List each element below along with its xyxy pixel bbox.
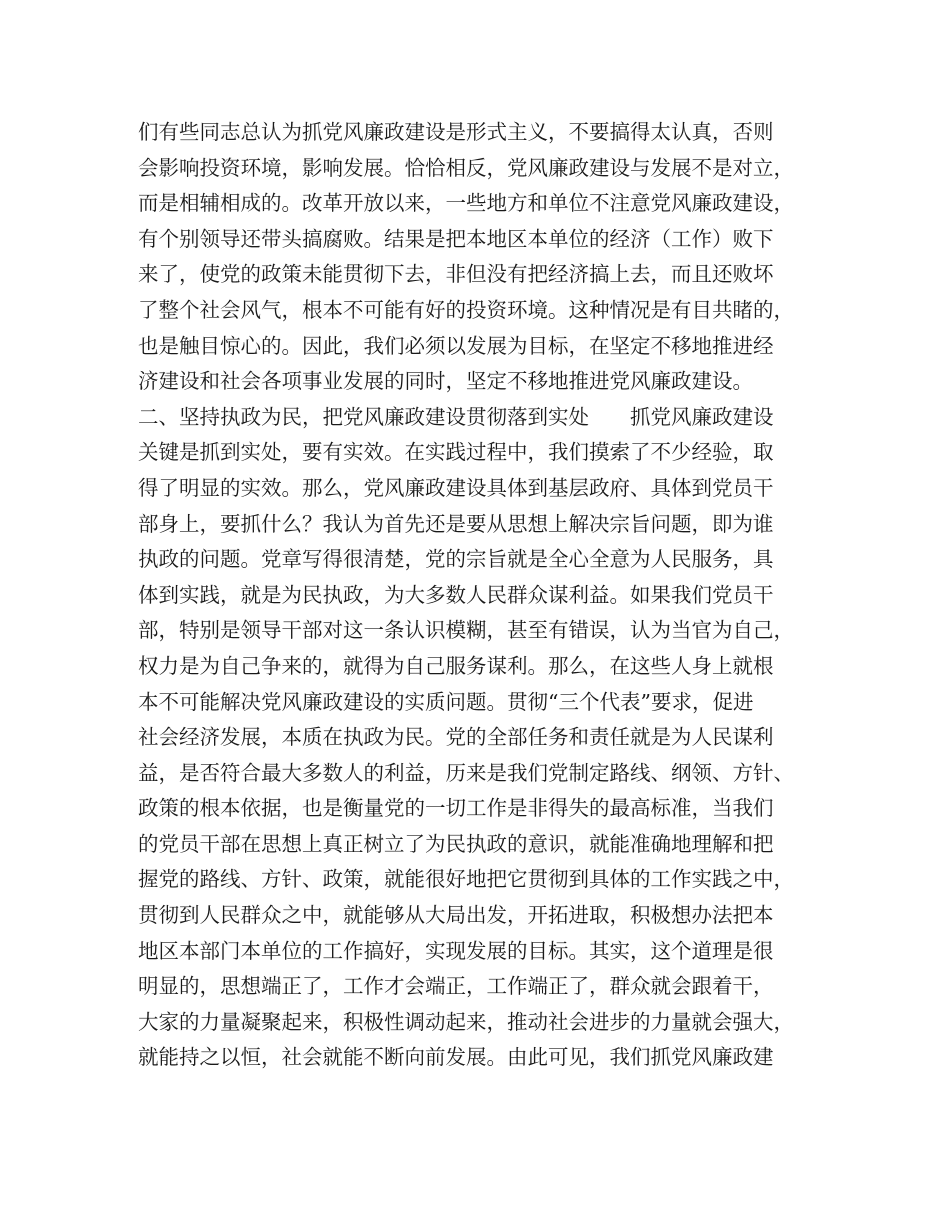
text-line: 会影响投资环境，影响发展。恰恰相反，党风廉政建设与发展不是对立， <box>138 155 794 180</box>
text-line: 有个别领导还带头搞腐败。结果是把本地区本单位的经济（工作）败下 <box>138 226 774 251</box>
text-line: 而是相辅相成的。改革开放以来，一些地方和单位不注意党风廉政建设， <box>138 191 794 216</box>
text-line: 济建设和社会各项事业发展的同时，坚定不移地推进党风廉政建设。 <box>138 369 753 394</box>
text-line: 部身上，要抓什么？我认为首先还是要从思想上解决宗旨问题，即为谁 <box>138 511 774 536</box>
text-line: 部，特别是领导干部对这一条认识模糊，甚至有错误，认为当官为自己， <box>138 618 794 643</box>
text-line: 来了，使党的政策未能贯彻下去，非但没有把经济搞上去，而且还败坏 <box>138 262 774 287</box>
text-line: 权力是为自己争来的，就得为自己服务谋利。那么，在这些人身上就根 <box>138 653 774 678</box>
text-line: 贯彻到人民群众之中，就能够从大局出发，开拓进取，积极想办法把本 <box>138 903 774 928</box>
text-line: 的党员干部在思想上真正树立了为民执政的意识，就能准确地理解和把 <box>138 831 774 856</box>
text-line: 们有些同志总认为抓党风廉政建设是形式主义，不要搞得太认真，否则 <box>138 120 774 144</box>
text-line: 关键是抓到实处，要有实效。在实践过程中，我们摸索了不少经验，取 <box>138 440 774 465</box>
body-text <box>138 115 828 1076</box>
text-line: 执政的问题。党章写得很清楚，党的宗旨就是全心全意为人民服务，具 <box>138 547 774 572</box>
text-line: 体到实践，就是为民执政，为大多数人民群众谋利益。如果我们党员干 <box>138 582 774 607</box>
text-line: 社会经济发展，本质在执政为民。党的全部任务和责任就是为人民谋利 <box>138 725 774 750</box>
text-line: 就能持之以恒，社会就能不断向前发展。由此可见，我们抓党风廉政建 <box>138 1045 774 1070</box>
text-line: 得了明显的实效。那么，党风廉政建设具体到基层政府、具体到党员干 <box>138 475 774 500</box>
text-line: 也是触目惊心的。因此，我们必须以发展为目标，在坚定不移地推进经 <box>138 333 774 358</box>
text-line: 明显的，思想端正了，工作才会端正，工作端正了，群众就会跟着干， <box>138 974 774 999</box>
text-line: 握党的路线、方针、政策，就能很好地把它贯彻到具体的工作实践之中， <box>138 867 794 892</box>
text-line: 地区本部门本单位的工作搞好，实现发展的目标。其实，这个道理是很 <box>138 938 774 963</box>
text-line: 政策的根本依据，也是衡量党的一切工作是非得失的最高标准，当我们 <box>138 796 774 821</box>
text-line: 益，是否符合最大多数人的利益，历来是我们党制定路线、纲领、方针、 <box>138 760 794 785</box>
text-line: 了整个社会风气，根本不可能有好的投资环境。这种情况是有目共睹的， <box>138 297 794 322</box>
section-heading-line: 二、坚持执政为民，把党风廉政建设贯彻落到实处 抓党风廉政建设 <box>138 404 774 429</box>
text-line: 本不可能解决党风廉政建设的实质问题。贯彻“三个代表”要求，促进 <box>138 689 754 714</box>
text-line: 大家的力量凝聚起来，积极性调动起来，推动社会进步的力量就会强大， <box>138 1009 794 1034</box>
